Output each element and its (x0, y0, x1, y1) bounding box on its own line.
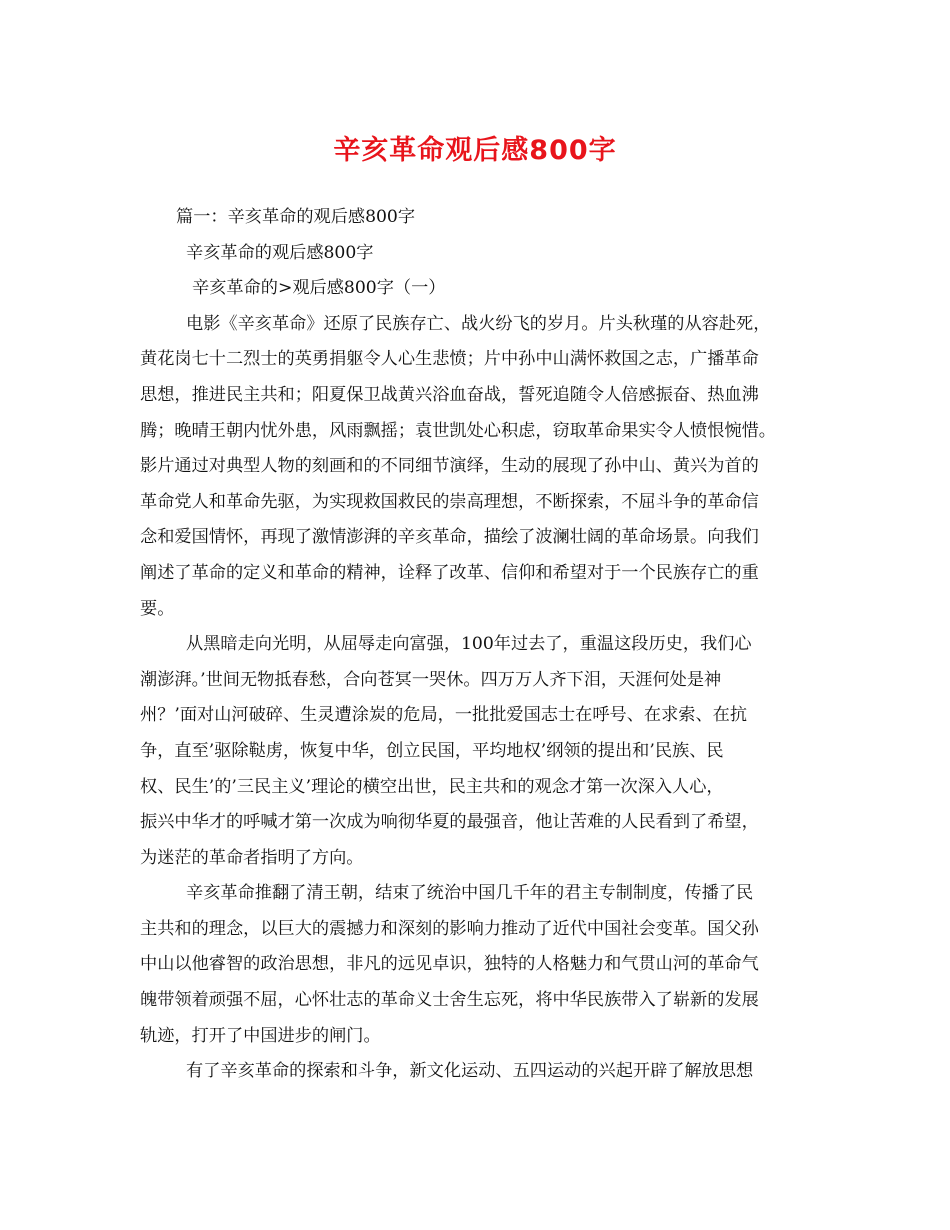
paragraph-line: 思想，推进民主共和；阳夏保卫战黄兴浴血奋战，誓死追随令人倍感振奋、热血沸 (140, 384, 759, 405)
paragraph-line: 中山以他睿智的政治思想，非凡的远见卓识，独特的人格魅力和气贯山河的革命气 (140, 954, 759, 975)
article-part-heading: 辛亥革命的>观后感800字（一） (192, 278, 446, 299)
paragraph-line: 争，直至’驱除鞑虏，恢复中华，创立民国，平均地权’纲领的提出和’民族、民 (140, 740, 724, 761)
paragraph-line: 州？’面对山河破碎、生灵遭涂炭的危局，一批批爱国志士在呼号、在求索、在抗 (140, 705, 748, 726)
paragraph-line: 要。 (140, 598, 175, 619)
paragraph-line: 黄花岗七十二烈士的英勇捐躯令人心生悲愤；片中孙中山满怀救国之志，广播革命 (140, 349, 759, 370)
paragraph-line: 从黑暗走向光明，从屈辱走向富强，100年过去了，重温这段历史，我们心 (186, 634, 752, 655)
paragraph-line: 电影《辛亥革命》还原了民族存亡、战火纷飞的岁月。片头秋瑾的从容赴死， (186, 313, 771, 334)
paragraph-line: 魄带领着顽强不屈，心怀壮志的革命义士舍生忘死，将中华民族带入了崭新的发展 (140, 990, 759, 1011)
paragraph-line: 振兴中华才的呼喊才第一次成为响彻华夏的最强音，他让苦难的人民看到了希望， (140, 812, 759, 833)
paragraph-line: 辛亥革命推翻了清王朝，结束了统治中国几千年的君主专制制度，传播了民 (186, 883, 754, 904)
section-heading: 篇一：辛亥革命的观后感800字 (176, 207, 416, 227)
paragraph (140, 1054, 815, 1090)
article-subtitle: 辛亥革命的观后感800字 (186, 242, 374, 263)
paragraph-line: 权、民生’的’三民主义’理论的横空出世，民主共和的观念才第一次深入人心， (140, 776, 724, 797)
paragraph-line: 革命党人和革命先驱，为实现救国救民的崇高理想，不断探索，不屈斗争的革命信 (140, 491, 759, 512)
paragraph-line: 为迷茫的革命者指明了方向。 (140, 847, 364, 868)
paragraph-line: 有了辛亥革命的探索和斗争，新文化运动、五四运动的兴起开辟了解放思想 (186, 1061, 754, 1082)
paragraph-line: 念和爱国情怀，再现了激情澎湃的辛亥革命，描绘了波澜壮阔的革命场景。向我们 (140, 527, 759, 548)
paragraph (140, 627, 815, 876)
document-title: 辛亥革命观后感800字 (333, 135, 617, 166)
paragraph-line: 轨迹，打开了中国进步的闸门。 (140, 1025, 381, 1046)
paragraph-line: 主共和的理念，以巨大的震撼力和深刻的影响力推动了近代中国社会变革。国父孙 (140, 918, 759, 939)
paragraph-line: 影片通过对典型人物的刻画和的不同细节演绎，生动的展现了孙中山、黄兴为首的 (140, 456, 759, 477)
paragraph-line: 腾；晚晴王朝内忧外患，风雨飘摇；袁世凯处心积虑，窃取革命果实令人愤恨惋惜。 (140, 420, 776, 441)
paragraph (140, 307, 815, 627)
document-body (140, 200, 815, 1090)
paragraph-line: 阐述了革命的定义和革命的精神，诠释了改革、信仰和希望对于一个民族存亡的重 (140, 562, 759, 583)
paragraph-line: 潮澎湃。’世间无物抵春愁，合向苍冥一哭休。四万万人齐下泪，天涯何处是神 (140, 669, 722, 690)
paragraph (140, 876, 815, 1054)
